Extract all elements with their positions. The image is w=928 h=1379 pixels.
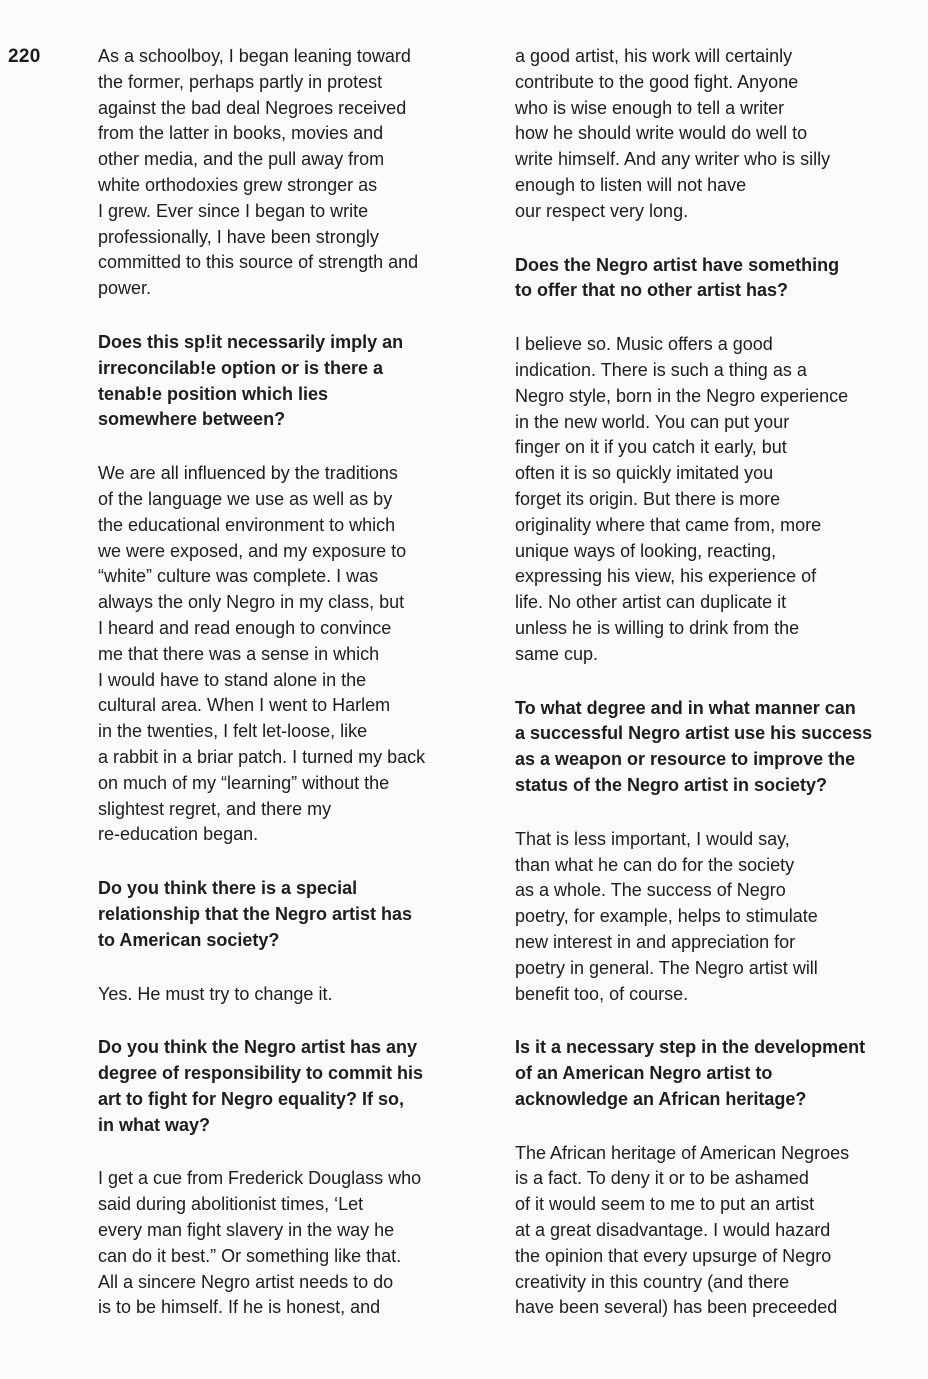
text-line: the opinion that every upsurge of Negro bbox=[515, 1245, 832, 1266]
text-line: degree of responsibility to commit his bbox=[98, 1063, 424, 1084]
text-line: Negro style, born in the Negro experience bbox=[515, 385, 849, 406]
text-line: a good artist, his work will certainly bbox=[515, 46, 793, 66]
paragraph-gap bbox=[515, 1007, 897, 1035]
text-line: contribute to the good fight. Anyone bbox=[515, 71, 799, 92]
text-line: a rabbit in a briar patch. I turned my back bbox=[98, 746, 426, 767]
right-column bbox=[515, 44, 897, 1321]
text-line: committed to this source of strength and bbox=[98, 252, 419, 273]
question-paragraph bbox=[98, 1035, 480, 1138]
text-line: I believe so. Music offers a good bbox=[515, 334, 773, 355]
text-line: other media, and the pull away from bbox=[98, 149, 385, 170]
question-paragraph bbox=[515, 253, 897, 305]
text-line: said during abolitionist times, ‘Let bbox=[98, 1194, 364, 1215]
text-line: Yes. He must try to change it. bbox=[98, 983, 333, 1004]
text-line: write himself. And any writer who is silly bbox=[515, 149, 831, 170]
text-line: is to be himself. If he is honest, and bbox=[98, 1297, 381, 1318]
text-line: re-education began. bbox=[98, 824, 259, 845]
text-line: To what degree and in what manner can bbox=[515, 697, 856, 718]
answer-paragraph bbox=[98, 461, 480, 848]
text-line: originality where that came from, more bbox=[515, 514, 822, 535]
paragraph-gap bbox=[515, 1113, 897, 1141]
text-line: power. bbox=[98, 278, 152, 299]
text-line: expressing his view, his experience of bbox=[515, 566, 817, 587]
text-line: new interest in and appreciation for bbox=[515, 931, 796, 952]
text-line: enough to listen will not have bbox=[515, 174, 747, 195]
text-line: against the bad deal Negroes received bbox=[98, 97, 407, 118]
text-line: I grew. Ever since I began to write bbox=[98, 200, 369, 221]
text-line: as a whole. The success of Negro bbox=[515, 880, 786, 901]
text-line: Does this sp!it necessarily imply an bbox=[98, 331, 404, 352]
question-paragraph bbox=[98, 876, 480, 953]
text-line: same cup. bbox=[515, 643, 599, 664]
text-line: at a great disadvantage. I would hazard bbox=[515, 1220, 831, 1241]
text-line: who is wise enough to tell a writer bbox=[515, 97, 785, 118]
text-line: All a sincere Negro artist needs to do bbox=[98, 1271, 394, 1292]
text-line: how he should write would do well to bbox=[515, 123, 808, 144]
text-line: I would have to stand alone in the bbox=[98, 669, 367, 690]
question-paragraph bbox=[515, 696, 897, 799]
text-line: indication. There is such a thing as a bbox=[515, 359, 807, 380]
text-line: of the language we use as well as by bbox=[98, 488, 393, 509]
text-line: unique ways of looking, reacting, bbox=[515, 540, 777, 561]
text-line: life. No other artist can duplicate it bbox=[515, 592, 787, 613]
text-line: art to fight for Negro equality? If so, bbox=[98, 1088, 404, 1109]
text-line: forget its origin. But there is more bbox=[515, 488, 781, 509]
text-line: tenab!e position which lies bbox=[98, 383, 329, 404]
text-line: acknowledge an African heritage? bbox=[515, 1088, 807, 1109]
text-line: every man fight slavery in the way he bbox=[98, 1220, 395, 1241]
text-line: on much of my “learning” without the bbox=[98, 772, 390, 793]
answer-paragraph bbox=[515, 44, 897, 225]
answer-paragraph bbox=[98, 1166, 480, 1321]
text-line: the educational environment to which bbox=[98, 514, 396, 535]
text-line: slightest regret, and there my bbox=[98, 798, 332, 819]
text-line: of an American Negro artist to bbox=[515, 1063, 773, 1084]
text-line: somewhere between? bbox=[98, 409, 286, 430]
text-line: “white” culture was complete. I was bbox=[98, 566, 379, 587]
text-line: irreconcilab!e option or is there a bbox=[98, 357, 384, 378]
text-line: Do you think there is a special bbox=[98, 878, 358, 899]
text-line: That is less important, I would say, bbox=[515, 828, 790, 849]
paragraph-gap bbox=[515, 668, 897, 696]
text-line: than what he can do for the society bbox=[515, 854, 795, 875]
text-line: is a fact. To deny it or to be ashamed bbox=[515, 1168, 809, 1189]
question-paragraph bbox=[98, 330, 480, 433]
text-line: We are all influenced by the traditions bbox=[98, 463, 398, 484]
text-line: unless he is willing to drink from the bbox=[515, 617, 800, 638]
text-line: to offer that no other artist has? bbox=[515, 280, 789, 301]
text-line: I get a cue from Frederick Douglass who bbox=[98, 1168, 422, 1189]
text-line: Does the Negro artist have something bbox=[515, 254, 840, 275]
text-line: The African heritage of American Negroes bbox=[515, 1142, 850, 1163]
text-line: cultural area. When I went to Harlem bbox=[98, 695, 391, 716]
text-line: we were exposed, and my exposure to bbox=[98, 540, 407, 561]
paragraph-gap bbox=[98, 1138, 480, 1166]
text-line: always the only Negro in my class, but bbox=[98, 592, 405, 613]
text-line: often it is so quickly imitated you bbox=[515, 463, 774, 484]
text-line: in what way? bbox=[98, 1114, 211, 1135]
text-line: poetry, for example, helps to stimulate bbox=[515, 906, 818, 927]
text-line: poetry in general. The Negro artist will bbox=[515, 957, 818, 978]
paragraph-gap bbox=[98, 433, 480, 461]
answer-paragraph bbox=[515, 332, 897, 667]
answer-paragraph bbox=[515, 1141, 897, 1322]
paragraph-gap bbox=[98, 302, 480, 330]
paragraph-gap bbox=[98, 848, 480, 876]
text-line: the former, perhaps partly in protest bbox=[98, 71, 383, 92]
text-line: in the twenties, I felt let-loose, like bbox=[98, 721, 368, 742]
paragraph-gap bbox=[515, 304, 897, 332]
answer-paragraph bbox=[98, 44, 480, 302]
text-line: creativity in this country (and there bbox=[515, 1271, 790, 1292]
text-line: as a weapon or resource to improve the bbox=[515, 749, 856, 770]
text-line: finger on it if you catch it early, but bbox=[515, 437, 787, 458]
paragraph-gap bbox=[98, 954, 480, 982]
text-line: to American society? bbox=[98, 929, 280, 950]
text-line: me that there was a sense in which bbox=[98, 643, 380, 664]
text-line: status of the Negro artist in society? bbox=[515, 774, 828, 795]
text-line: benefit too, of course. bbox=[515, 983, 689, 1004]
answer-paragraph bbox=[515, 827, 897, 1008]
paragraph-gap bbox=[515, 225, 897, 253]
text-line: of it would seem to me to put an artist bbox=[515, 1194, 815, 1215]
text-line: relationship that the Negro artist has bbox=[98, 903, 413, 924]
text-line: our respect very long. bbox=[515, 200, 689, 221]
paragraph-gap bbox=[515, 799, 897, 827]
page-number: 220 bbox=[8, 46, 41, 67]
text-line: I heard and read enough to convince bbox=[98, 617, 392, 638]
text-line: As a schoolboy, I began leaning toward bbox=[98, 46, 411, 66]
text-line: can do it best.” Or something like that. bbox=[98, 1245, 402, 1266]
text-line: a successful Negro artist use his success bbox=[515, 723, 873, 744]
question-paragraph bbox=[515, 1035, 897, 1112]
text-line: have been several) has been preceeded bbox=[515, 1297, 838, 1318]
text-line: white orthodoxies grew stronger as bbox=[98, 174, 378, 195]
text-line: from the latter in books, movies and bbox=[98, 123, 384, 144]
text-line: in the new world. You can put your bbox=[515, 411, 790, 432]
left-column bbox=[98, 44, 480, 1321]
answer-paragraph bbox=[98, 982, 480, 1008]
text-line: Do you think the Negro artist has any bbox=[98, 1037, 418, 1058]
paragraph-gap bbox=[98, 1007, 480, 1035]
text-line: Is it a necessary step in the development bbox=[515, 1037, 866, 1058]
text-line: professionally, I have been strongly bbox=[98, 226, 379, 247]
